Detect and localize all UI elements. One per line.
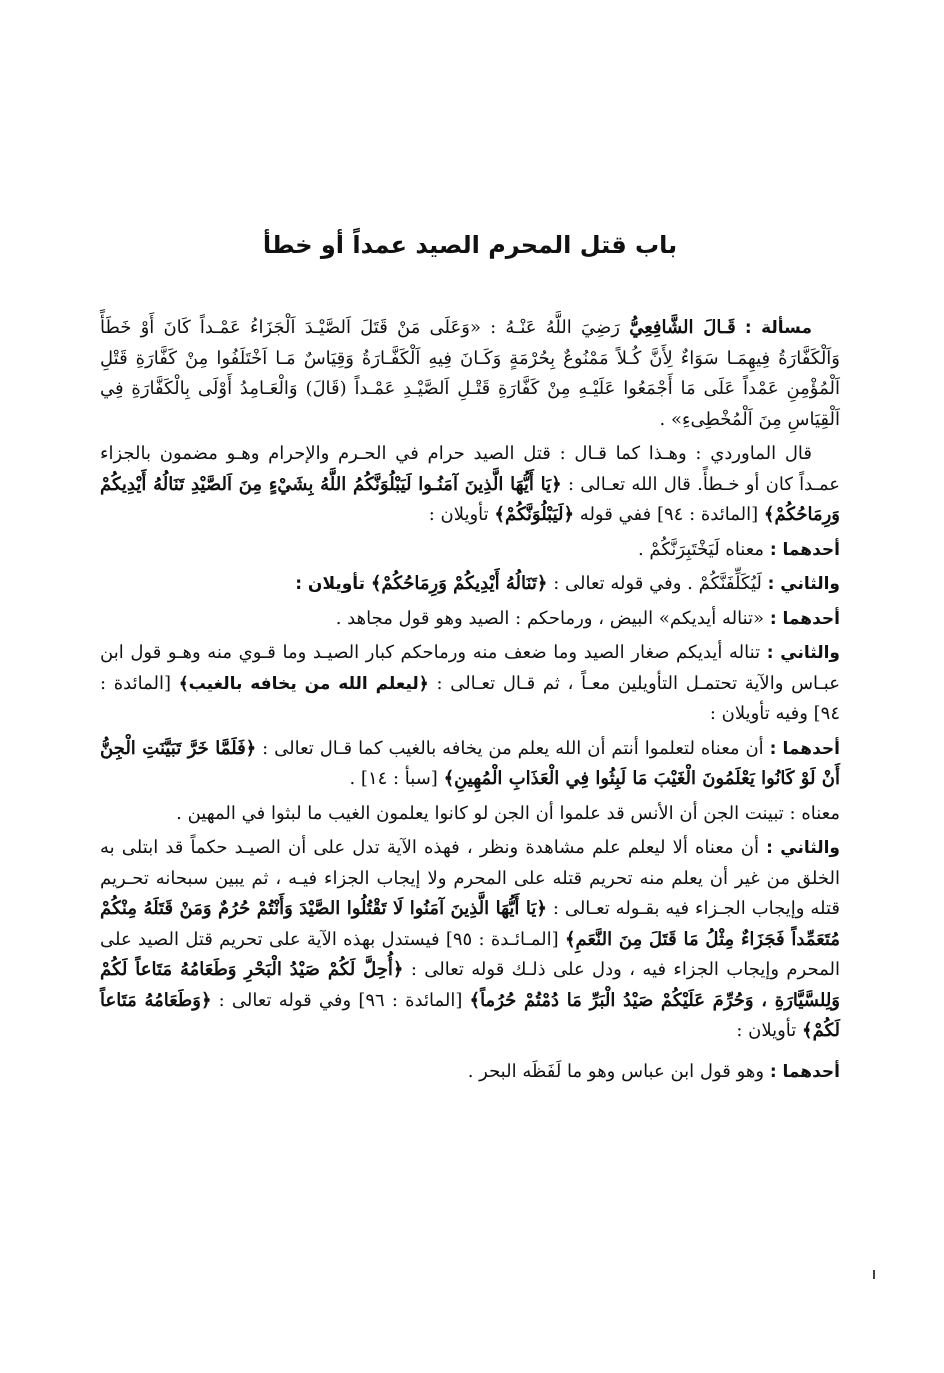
paragraph-masala [100, 313, 840, 435]
second-label: والثاني : [766, 643, 840, 663]
paragraph-text: «تناله أيديكم» البيض ، ورماحكم : الصيد وهو قول مجاهد . [335, 607, 765, 629]
speaker-name: قَـالَ الشَّافِعِيُّ [629, 317, 736, 338]
paragraph-first-interpretation [100, 535, 840, 566]
quran-word: ﴿لَيَبْلُوَنَّكُمْ﴾ [494, 504, 575, 525]
paragraph-tail: [المـائـدة : ٩٥] فيستدل بهذه الآية على تحريم قتل الصيد على المحرم وإيجاب الجزاء فيه ، ودل على ذلـك قوله تعالى : [100, 928, 840, 980]
scan-mark [873, 1270, 875, 1279]
paragraph-text: معناه لَيَخْتَبِرَنَّكُمْ . [637, 538, 765, 560]
paragraph-knowledge [100, 734, 840, 795]
first-label: أحدهما : [769, 539, 840, 560]
second-label: والثاني : [766, 838, 840, 858]
second-label: والثاني : [767, 574, 840, 594]
paragraph-tail: تأويلان : [295, 574, 366, 594]
verse-reference: [المائدة : ٩٤] ففي قوله [579, 504, 759, 525]
paragraph-tail: تأويلان : [428, 504, 489, 525]
book-page [100, 225, 840, 1285]
paragraph-mujahid [100, 604, 840, 635]
paragraph-text: تناله أيديكم صغار الصيد وما ضعف منه ورماحكم كبار الصيـد وما قـوي منه وهـو قول ابن عبـاس والآية تحتمـل التأويلين معـاً ، ثم قـال تعـالى : [100, 642, 840, 694]
quran-verse-saba-14: ﴿فَلَمَّا خَرَّ تَبَيَّنَتِ الْجِنُّ أَنْ لَوْ كَانُوا يَعْلَمُونَ الْغَيْبَ مَا لَبِثُوا فِي الْعَذَابِ الْمُهِينِ﴾ [100, 737, 840, 789]
chapter-title: باب قتل المحرم الصيد عمداً أو خطأ [262, 231, 678, 259]
paragraph-observation [100, 833, 840, 1047]
paragraph-tail: تأويلان : [736, 1020, 797, 1041]
quran-verse-maidah-96: ﴿أُحِلَّ لَكُمْ صَيْدُ الْبَحْرِ وَطَعَامُهُ مَتَاعاً لَكُمْ وَلِلسَّيَّارَةِ ، وَحُرِّمَ عَلَيْكُمْ صَيْدُ الْبَرِّ مَا دُمْتُمْ حُرُماً﴾ [100, 959, 840, 1011]
masala-label: مسألة : [744, 318, 812, 338]
quran-verse-maidah-94: ﴿يَا أَيُّهَا الَّذِينَ آمَنُـوا لَيَبْلُوَنَّكُمُ اللَّهُ بِشَيْءٍ مِنَ اَلصَّيْدِ تَنَالُهُ أَيْدِيكُمْ وَرِمَاحُكُمْ﴾ [100, 473, 840, 525]
quran-verse: ﴿تَنَالُهُ أَيْدِيكُمْ وَرِمَاحُكُمْ﴾ [370, 573, 548, 594]
mawardi-intro: قال الماوردي : وهـذا كما قـال : قتل الصيد حرام في الحـرم والإحرام وهـو مضمون بالجزاء عمـداً كان أو خـطأً. قال الله تعـالى : [100, 443, 840, 495]
paragraph-tail: [سبأ : ١٤] . [349, 768, 438, 789]
quran-verse: ﴿ليعلم الله من يخافه بالغيب﴾ [178, 673, 429, 694]
paragraph-text: أن معناه ألا ليعلم علم مشاهدة ونظر ، فهذه الآية تدل على أن الصيـد حكماً قد ابتلى به الخلق من غير أن يعلم منه تحريم قتله على المحرم ولا إيجاب الجزاء فيـه ، ثم يبين سبحانه تحـريم قتله وإيجاب الجـزاء فيه بقـوله تعـالى : [100, 837, 840, 919]
paragraph-text: أن معناه لتعلموا أنتم أن الله يعلم من يخافه بالغيب كما قـال تعالى : [262, 737, 764, 759]
paragraph-text: وهو قول ابن عباس وهو ما لَفَظَه البحر . [467, 1060, 765, 1082]
paragraph-tail: [المائدة : ٩٤] وفيه تأويلان : [100, 672, 840, 724]
shafii-quote: رَضِيَ اللَّهُ عَنْـهُ : «وَعَلَى مَنْ قَتَلَ اَلصَّيْـدَ اَلْجَزَاءُ عَمْـداً كَانَ أَوْ خَطَأً وَاَلْكَفَّارَةُ فِيهِمَـا سَوَاءٌ لِأَنَّ كُـلاً مَمْنُوعٌ بِحُرْمَةٍ وَكَـانَ فِيهِ اَلْكَفَّـارَةُ وَقِيَاسٌ مَـا اَخْتَلَفُوا مِنْ كَفَّارَةِ قَتْلِ اَلْمُؤْمِنِ عَمْداً عَلَى مَا أَجْمَعُوا عَلَيْـهِ مِنْ كَفَّارَةِ قَتْـلِ اَلصَّيْـدِ عَمْـداً (قَالَ) وَالْعَـامِدُ أَوْلَى بِالْكَفَّارَةِ فِي اَلْقِيَاسِ مِنَ اَلْمُخْطِىءِ» . [100, 317, 840, 430]
first-label: أحدهما : [769, 608, 840, 629]
paragraph-meaning [100, 799, 840, 830]
first-label: أحدهما : [769, 1061, 840, 1082]
paragraph-ibn-abbas [100, 638, 840, 730]
paragraph-mawardi [100, 439, 840, 531]
first-label: أحدهما : [769, 738, 840, 759]
quran-word: ﴿وَطَعَامُهُ مَتَاعاً لَكُمْ﴾ [100, 989, 840, 1041]
paragraph-text: لَيُكَلِّفَنَّكُمْ . وفي قوله تعالى : [553, 573, 762, 594]
verse-reference: [المائدة : ٩٦] وفي قوله تعالى : [218, 989, 463, 1011]
paragraph-text: معناه : تبينت الجن أن الأنس قد علموا أن الجن لو كانوا يعلمون الغيب ما لبثوا في المهين . [176, 802, 840, 824]
paragraph-sea-food [100, 1057, 840, 1088]
paragraph-second-interpretation [100, 569, 840, 600]
quran-verse-maidah-95: ﴿يَا أَيُّهَا الَّذِينَ آمَنُوا لَا تَقْتُلُوا الصَّيْدَ وَأَنْتُمْ حُرُمٌ وَمَنْ قَتَلَهُ مِنْكُمْ مُتَعَمِّداً فَجَزَاءٌ مِثْلُ مَا قَتَلَ مِنَ النَّعَمِ﴾ [100, 898, 840, 950]
